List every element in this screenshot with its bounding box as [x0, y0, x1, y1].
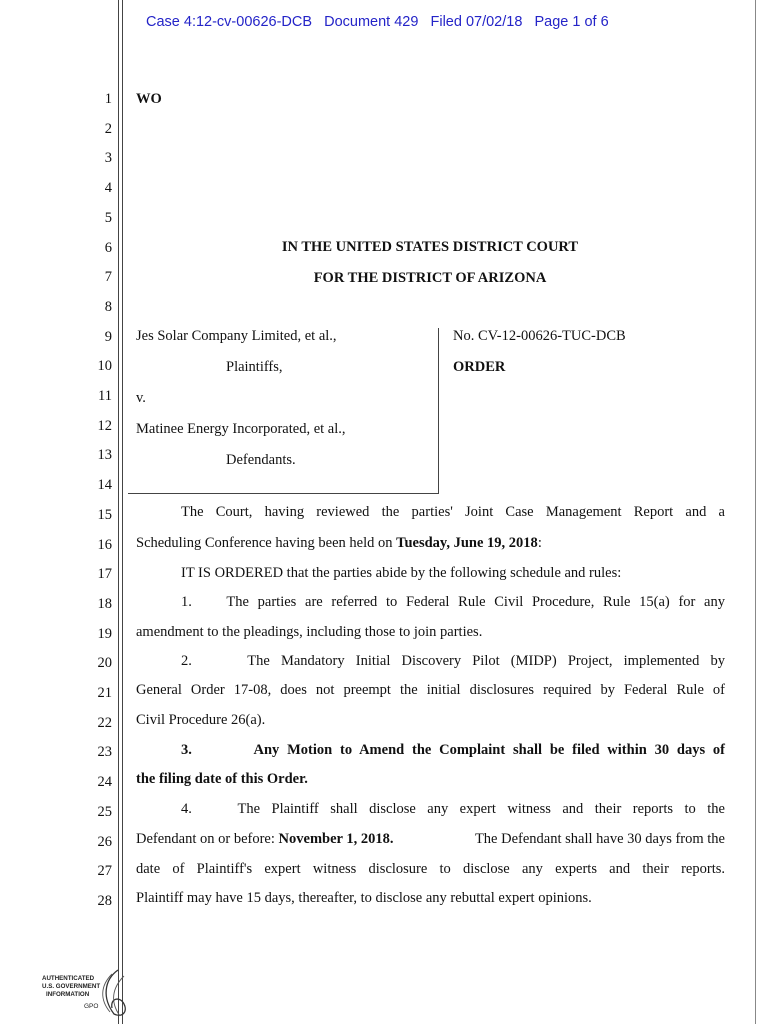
- line-number: 10: [97, 358, 112, 375]
- line-number: 13: [97, 447, 112, 464]
- line-number: 4: [104, 180, 112, 197]
- seal-text-1: AUTHENTICATED: [42, 975, 95, 982]
- item-3-line-2: the filing date of this Order.: [136, 771, 308, 787]
- line-number: 21: [97, 685, 112, 701]
- item-4-line-3: date of Plaintiff's expert witness disclosure to disclose any experts and their reports.: [136, 861, 725, 877]
- line-number: 2: [104, 120, 112, 137]
- line-number: 16: [97, 536, 112, 553]
- paragraph-1-line-2: Scheduling Conference having been held on Tuesday, June 19, 2018:: [136, 535, 542, 551]
- line-number: 1: [104, 91, 112, 107]
- margin-rule-left-1: [118, 0, 119, 1024]
- line-number: 28: [97, 892, 112, 909]
- gpo-authentication-seal: [40, 968, 130, 1020]
- line-number: 19: [97, 625, 112, 642]
- defendant-name: Matinee Energy Incorporated, et al.,: [136, 421, 346, 437]
- defendant-role: Defendants.: [226, 452, 296, 468]
- caption-bottom-rule: [128, 493, 439, 494]
- line-number: 5: [104, 209, 112, 226]
- paragraph-1-line-1: The Court, having reviewed the parties' Joint Case Management Report and a: [181, 504, 725, 520]
- line-number: 6: [104, 239, 112, 256]
- line-number: 25: [97, 803, 112, 820]
- seal-text-3: INFORMATION: [46, 991, 90, 998]
- court-name: IN THE UNITED STATES DISTRICT COURT: [281, 239, 579, 255]
- line-number: 27: [97, 863, 112, 880]
- line-number: 17: [97, 566, 112, 583]
- item-1-line-2: amendment to the pleadings, including those to join parties.: [136, 624, 483, 640]
- line-number: 11: [98, 388, 112, 404]
- line-number: 20: [97, 655, 112, 672]
- ordered-clause: IT IS ORDERED that the parties abide by the following schedule and rules:: [181, 565, 622, 581]
- margin-rule-left-2: [122, 0, 123, 1024]
- case-number: No. CV-12-00626-TUC-DCB: [453, 328, 626, 344]
- line-number: 18: [97, 595, 112, 612]
- item-3-line-1: 3. Any Motion to Amend the Complaint shall be filed within 30 days of: [181, 742, 725, 758]
- versus: v.: [136, 390, 146, 406]
- line-number: 9: [104, 328, 112, 345]
- line-number: 14: [97, 477, 112, 494]
- line-number: 23: [97, 744, 112, 761]
- seal-text-4: GPO: [84, 1003, 99, 1010]
- line-number: 24: [97, 774, 112, 791]
- margin-rule-right: [755, 0, 756, 1024]
- line-number: 3: [104, 150, 112, 167]
- plaintiff-name: Jes Solar Company Limited, et al.,: [136, 328, 337, 344]
- item-4-line-1: 4. The Plaintiff shall disclose any expert witness and their reports to the: [181, 801, 725, 817]
- caption-divider: [438, 328, 439, 494]
- item-2-line-1: 2. The Mandatory Initial Discovery Pilot (MIDP) Project, implemented by: [181, 653, 725, 669]
- seal-text-2: U.S. GOVERNMENT: [42, 983, 101, 990]
- item-2-line-3: Civil Procedure 26(a).: [136, 712, 266, 728]
- document-type: ORDER: [453, 359, 506, 375]
- line-number: 15: [97, 506, 112, 523]
- line-number: 12: [97, 417, 112, 434]
- plaintiff-role: Plaintiffs,: [226, 359, 283, 375]
- item-4-line-4: Plaintiff may have 15 days, thereafter, to disclose any rebuttal expert opinions.: [136, 890, 592, 906]
- item-2-line-2: General Order 17-08, does not preempt the initial disclosures required by Federal Rule of: [136, 682, 725, 698]
- wo-mark: WO: [136, 91, 162, 107]
- gpo-seal-graphic: [40, 968, 130, 1020]
- line-number: 22: [97, 714, 112, 731]
- court-district: FOR THE DISTRICT OF ARIZONA: [313, 270, 547, 286]
- line-number: 7: [104, 269, 112, 286]
- line-number: 8: [104, 298, 112, 315]
- line-number: 26: [97, 833, 112, 850]
- case-header: Case 4:12-cv-00626-DCB Document 429 Filed 07/02/18 Page 1 of 6: [146, 14, 609, 30]
- item-1-line-1: 1. The parties are referred to Federal Rule Civil Procedure, Rule 15(a) for any: [181, 594, 725, 610]
- item-4-line-2: Defendant on or before: November 1, 2018. The Defendant shall have 30 days from the: [136, 831, 725, 847]
